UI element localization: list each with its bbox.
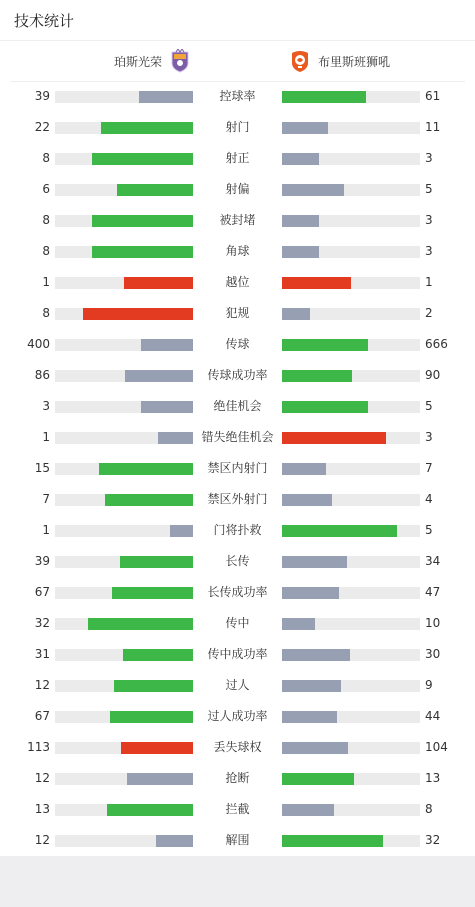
- home-stat-value: 8: [42, 151, 50, 165]
- away-stat-value: 104: [425, 740, 448, 754]
- away-stat-bar-fill: [282, 835, 383, 847]
- divider: [0, 40, 475, 41]
- away-stat-bar-fill: [282, 91, 366, 103]
- stat-label: 射门: [225, 120, 250, 134]
- home-stat-value: 12: [34, 678, 50, 692]
- home-stat-bar: [55, 587, 193, 599]
- home-stat-value: 32: [34, 616, 50, 630]
- home-stat-bar-fill: [124, 277, 193, 289]
- home-team-name: 珀斯光荣: [113, 54, 162, 69]
- home-stat-bar-fill: [158, 432, 193, 444]
- away-stat-bar: [282, 835, 420, 847]
- stat-label: 门将扑救: [213, 523, 262, 537]
- away-stat-bar-fill: [282, 494, 332, 506]
- stat-row: [0, 236, 475, 267]
- home-stat-bar-fill: [170, 525, 193, 537]
- away-stat-bar-fill: [282, 587, 339, 599]
- away-stat-bar: [282, 339, 420, 351]
- stat-row: [0, 608, 475, 639]
- home-stat-bar: [55, 401, 193, 413]
- away-stat-bar-fill: [282, 122, 328, 134]
- home-stat-value: 3: [42, 399, 50, 413]
- home-stat-bar-fill: [92, 153, 193, 165]
- stats-list: [0, 81, 475, 856]
- away-stat-bar: [282, 308, 420, 320]
- stat-label: 拦截: [225, 802, 250, 816]
- away-stat-bar-fill: [282, 804, 334, 816]
- home-stat-bar-fill: [88, 618, 193, 630]
- away-stat-bar: [282, 91, 420, 103]
- home-stat-value: 1: [42, 275, 50, 289]
- away-stat-bar: [282, 432, 420, 444]
- away-stat-value: 5: [425, 399, 433, 413]
- home-stat-bar-fill: [121, 742, 193, 754]
- home-stat-bar-fill: [101, 122, 193, 134]
- stat-label: 禁区内射门: [207, 461, 268, 475]
- away-stat-bar-fill: [282, 463, 326, 475]
- home-stat-bar: [55, 742, 193, 754]
- away-stat-bar-fill: [282, 370, 352, 382]
- home-stat-bar: [55, 122, 193, 134]
- home-stat-value: 1: [42, 430, 50, 444]
- away-stat-bar: [282, 122, 420, 134]
- away-stat-bar: [282, 804, 420, 816]
- away-stat-bar: [282, 556, 420, 568]
- home-stat-value: 15: [34, 461, 50, 475]
- home-stat-bar-fill: [114, 680, 193, 692]
- home-stat-bar-fill: [123, 649, 193, 661]
- stat-label: 错失绝佳机会: [201, 430, 274, 444]
- home-stat-bar: [55, 556, 193, 568]
- away-stat-bar-fill: [282, 773, 354, 785]
- stat-row: [0, 391, 475, 422]
- away-stat-value: 1: [425, 275, 433, 289]
- away-stat-bar-fill: [282, 649, 350, 661]
- stat-row: [0, 360, 475, 391]
- stat-row: [0, 639, 475, 670]
- away-stat-bar-fill: [282, 184, 344, 196]
- home-stat-bar-fill: [105, 494, 193, 506]
- stat-row: [0, 825, 475, 856]
- away-stat-bar: [282, 773, 420, 785]
- stat-label: 角球: [225, 244, 250, 258]
- stat-label: 传中成功率: [207, 647, 268, 661]
- away-stat-bar: [282, 153, 420, 165]
- away-stat-bar: [282, 587, 420, 599]
- away-stat-bar: [282, 246, 420, 258]
- away-stat-bar-fill: [282, 618, 315, 630]
- home-stat-bar: [55, 618, 193, 630]
- away-stat-bar-fill: [282, 711, 337, 723]
- away-stat-value: 5: [425, 523, 433, 537]
- away-stat-bar-fill: [282, 308, 310, 320]
- stat-row: [0, 267, 475, 298]
- away-stat-value: 10: [425, 616, 441, 630]
- stat-row: [0, 732, 475, 763]
- stat-row: [0, 422, 475, 453]
- home-stat-bar-fill: [141, 339, 193, 351]
- away-stat-bar-fill: [282, 153, 319, 165]
- away-stat-bar: [282, 742, 420, 754]
- home-stat-value: 400: [27, 337, 50, 351]
- stat-label: 射正: [225, 151, 250, 165]
- home-stat-bar: [55, 804, 193, 816]
- home-stat-bar-fill: [120, 556, 193, 568]
- away-stat-bar: [282, 215, 420, 227]
- home-stat-bar: [55, 370, 193, 382]
- home-stat-bar-fill: [127, 773, 193, 785]
- home-stat-value: 7: [42, 492, 50, 506]
- home-stat-bar: [55, 432, 193, 444]
- away-stat-bar: [282, 184, 420, 196]
- stat-label: 射偏: [225, 182, 250, 196]
- away-stat-bar-fill: [282, 277, 351, 289]
- home-stat-value: 22: [34, 120, 50, 134]
- away-stat-value: 666: [425, 337, 448, 351]
- home-stat-bar: [55, 215, 193, 227]
- home-stat-bar-fill: [125, 370, 193, 382]
- away-stat-value: 7: [425, 461, 433, 475]
- stat-label: 绝佳机会: [213, 399, 262, 413]
- home-stat-bar-fill: [139, 91, 193, 103]
- away-stat-bar-fill: [282, 742, 348, 754]
- stat-row: [0, 205, 475, 236]
- away-stat-value: 13: [425, 771, 441, 785]
- home-stat-value: 39: [34, 554, 50, 568]
- away-stat-bar-fill: [282, 401, 368, 413]
- page-title: 技术统计: [14, 12, 75, 30]
- away-stat-bar: [282, 711, 420, 723]
- home-stat-value: 1: [42, 523, 50, 537]
- away-stat-bar: [282, 401, 420, 413]
- home-stat-bar: [55, 246, 193, 258]
- stat-row: [0, 515, 475, 546]
- home-stat-bar-fill: [107, 804, 193, 816]
- home-stat-value: 31: [34, 647, 50, 661]
- stat-label: 传球成功率: [207, 368, 268, 382]
- stat-row: [0, 794, 475, 825]
- away-stat-value: 5: [425, 182, 433, 196]
- home-stat-bar-fill: [110, 711, 193, 723]
- home-stat-bar: [55, 91, 193, 103]
- stat-label: 控球率: [219, 89, 256, 103]
- home-stat-bar: [55, 184, 193, 196]
- home-team[interactable]: [114, 48, 190, 74]
- home-stat-bar-fill: [92, 246, 193, 258]
- stat-row: [0, 763, 475, 794]
- stat-label: 传球: [225, 337, 250, 351]
- home-stat-value: 8: [42, 244, 50, 258]
- home-stat-value: 39: [34, 89, 50, 103]
- away-stat-value: 4: [425, 492, 433, 506]
- stat-label: 解围: [225, 833, 250, 847]
- away-stat-bar: [282, 649, 420, 661]
- stat-row: [0, 298, 475, 329]
- away-stat-bar: [282, 680, 420, 692]
- away-stat-bar-fill: [282, 525, 397, 537]
- away-stat-value: 3: [425, 244, 433, 258]
- away-stat-bar-fill: [282, 246, 319, 258]
- away-team-name: 布里斯班狮吼: [318, 54, 391, 69]
- away-stat-bar-fill: [282, 432, 386, 444]
- stat-label: 犯规: [225, 306, 250, 320]
- stat-label: 被封堵: [219, 213, 256, 227]
- away-stat-value: 47: [425, 585, 441, 599]
- stat-row: [0, 81, 475, 112]
- away-stat-value: 3: [425, 151, 433, 165]
- away-stat-value: 34: [425, 554, 441, 568]
- away-stat-bar-fill: [282, 680, 341, 692]
- away-stat-bar: [282, 494, 420, 506]
- home-stat-bar: [55, 680, 193, 692]
- away-stat-value: 90: [425, 368, 441, 382]
- away-stat-bar-fill: [282, 215, 319, 227]
- stat-row: [0, 174, 475, 205]
- away-stat-value: 30: [425, 647, 441, 661]
- stat-row: [0, 329, 475, 360]
- stat-label: 过人成功率: [207, 709, 268, 723]
- home-stat-bar: [55, 463, 193, 475]
- stat-row: [0, 701, 475, 732]
- stat-label: 长传成功率: [207, 585, 268, 599]
- home-stat-value: 13: [34, 802, 50, 816]
- away-stat-bar: [282, 370, 420, 382]
- away-stat-value: 8: [425, 802, 433, 816]
- home-stat-bar: [55, 773, 193, 785]
- stat-row: [0, 484, 475, 515]
- home-stat-value: 67: [34, 585, 50, 599]
- home-stat-bar: [55, 308, 193, 320]
- home-stat-bar-fill: [117, 184, 193, 196]
- stat-row: [0, 670, 475, 701]
- away-stat-value: 11: [425, 120, 441, 134]
- home-team-logo-icon: [170, 49, 190, 73]
- away-stat-value: 44: [425, 709, 441, 723]
- home-stat-bar-fill: [92, 215, 193, 227]
- home-stat-bar: [55, 649, 193, 661]
- home-stat-bar-fill: [156, 835, 193, 847]
- home-stat-bar: [55, 525, 193, 537]
- home-stat-value: 67: [34, 709, 50, 723]
- away-stat-bar: [282, 277, 420, 289]
- stat-label: 过人: [225, 678, 250, 692]
- home-stat-value: 12: [34, 771, 50, 785]
- away-team[interactable]: [290, 48, 390, 74]
- home-stat-value: 8: [42, 306, 50, 320]
- stat-label: 抢断: [225, 771, 250, 785]
- home-stat-bar: [55, 835, 193, 847]
- away-stat-bar-fill: [282, 556, 347, 568]
- home-stat-bar: [55, 339, 193, 351]
- home-stat-bar-fill: [83, 308, 193, 320]
- away-stat-value: 32: [425, 833, 441, 847]
- stat-row: [0, 143, 475, 174]
- away-stat-value: 3: [425, 213, 433, 227]
- stat-row: [0, 577, 475, 608]
- home-stat-bar: [55, 711, 193, 723]
- home-stat-bar-fill: [99, 463, 193, 475]
- stat-label: 丢失球权: [213, 740, 262, 754]
- stat-label: 禁区外射门: [207, 492, 268, 506]
- stat-row: [0, 546, 475, 577]
- away-stat-value: 2: [425, 306, 433, 320]
- away-stat-bar-fill: [282, 339, 368, 351]
- stat-row: [0, 112, 475, 143]
- stat-label: 越位: [225, 275, 250, 289]
- away-stat-bar: [282, 463, 420, 475]
- away-stat-value: 61: [425, 89, 441, 103]
- home-stat-bar-fill: [141, 401, 193, 413]
- stat-label: 长传: [225, 554, 250, 568]
- home-stat-bar: [55, 494, 193, 506]
- home-stat-value: 8: [42, 213, 50, 227]
- home-stat-bar: [55, 153, 193, 165]
- stat-row: [0, 453, 475, 484]
- away-team-logo-icon: [290, 49, 310, 73]
- home-stat-value: 86: [34, 368, 50, 382]
- away-stat-value: 3: [425, 430, 433, 444]
- home-stat-bar: [55, 277, 193, 289]
- home-stat-value: 12: [34, 833, 50, 847]
- away-stat-bar: [282, 618, 420, 630]
- home-stat-value: 113: [27, 740, 50, 754]
- home-stat-value: 6: [42, 182, 50, 196]
- stat-label: 传中: [225, 616, 250, 630]
- home-stat-bar-fill: [112, 587, 193, 599]
- away-stat-bar: [282, 525, 420, 537]
- away-stat-value: 9: [425, 678, 433, 692]
